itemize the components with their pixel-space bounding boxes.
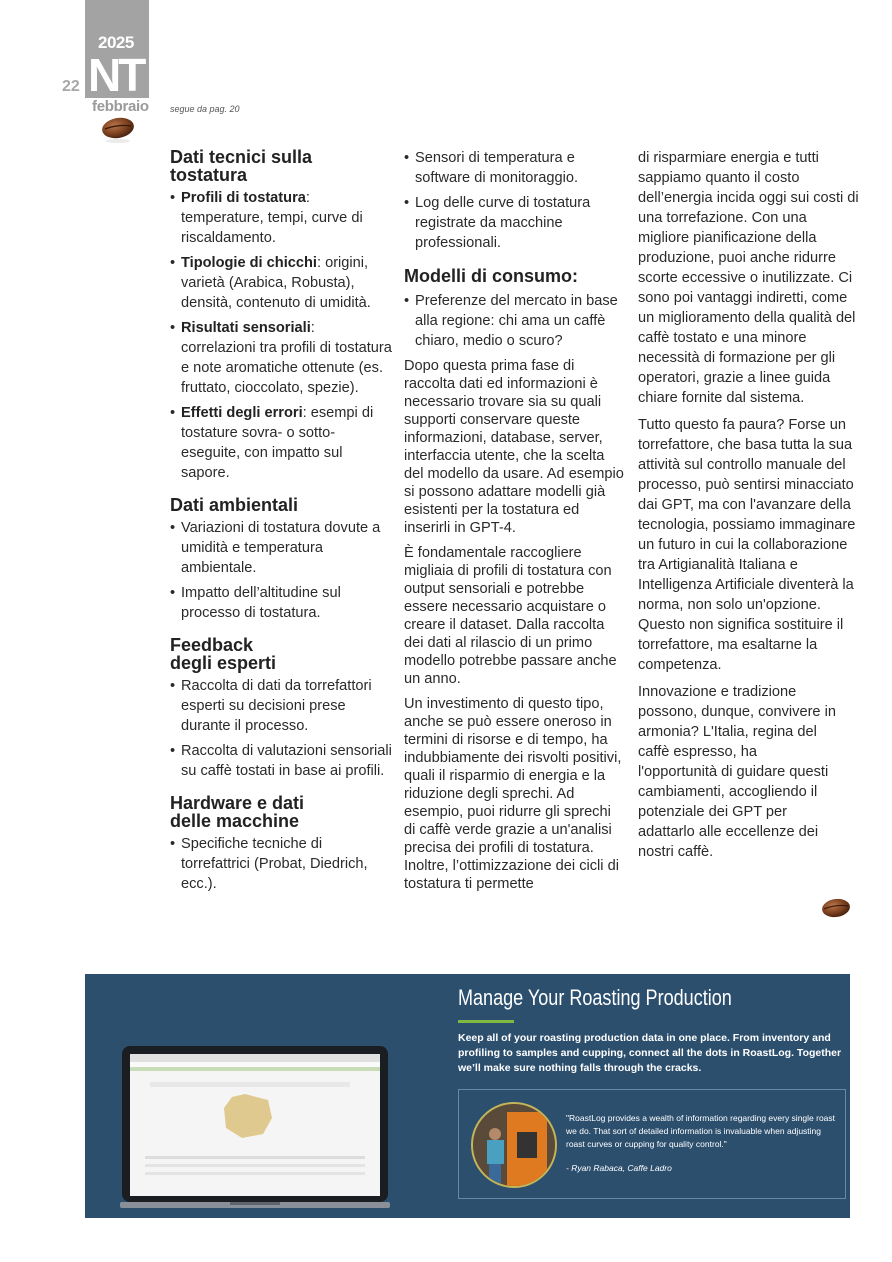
coffee-bean-icon [820, 897, 852, 921]
list-item: • Profili di tostatura: temperature, tempi, curve di riscaldamento. [170, 188, 392, 248]
section-heading: Dati ambientali [170, 495, 299, 515]
laptop-screenshot [120, 1046, 390, 1214]
paragraph: Dopo questa prima fase di raccolta dati ed informazioni è necessario trovare sia su quali supporti conservare queste informazioni, database, server, interfaccia utente, che la scelta del modello da usare. Ad esempio si possono adattare modelli già esistenti per la tostatura ed inserirli in GPT-4. [404, 358, 624, 536]
banner-text: Keep all of your roasting production data in one place. From inventory and profiling to samples and cupping, connect all the dots in RoastLog. Together we’ll make sure nothing falls through the cracks. [458, 1032, 842, 1074]
list-item: • Variazioni di tostatura dovute a umidità e temperatura ambientale. [170, 518, 392, 578]
testimonial-box [458, 1089, 846, 1199]
column-3 [638, 148, 860, 869]
testimonial-author: - Ryan Rabaca, Caffe Ladro [566, 1163, 672, 1173]
list-item: • Impatto dell’altitudine sul processo di tostatura. [170, 583, 392, 623]
paragraph: Un investimento di questo tipo, anche se può essere oneroso in termini di risorse e di tempo, ha indubbiamente dei risvolti positivi, quali il risparmio di energia e la riduzione degli sprechi. Ad esempio, puoi ridurre gli sprechi di caffè verde grazie a un'analisi precisa dei profili di tostatura. Inoltre, l’ottimizzazione dei cicli di tostatura ti permette [404, 696, 622, 892]
list-item: • Raccolta di valutazioni sensoriali su caffè tostati in base ai profili. [170, 741, 392, 781]
accent-rule [458, 1020, 514, 1023]
banner-title: Manage Your Roasting Production [458, 985, 732, 1010]
paragraph: Tutto questo fa paura? Forse un torrefattore, che basa tutta la sua attività sul controllo manuale del processo, può sentirsi minacciato dai GPT, ma con l'avanzare della tecnologia, possiamo immaginare un futuro in cui la collaborazione tra Artigianalità Italiana e Intelligenza Artificiale diventerà la norma, non solo un'opzione. Questo non significa sostituire il torrefattore, ma esaltarne la competenza. [638, 417, 856, 673]
column-2 [404, 148, 626, 900]
testimonial-photo [471, 1102, 557, 1188]
list-item: • Risultati sensoriali: correlazioni tra profili di tostatura e note aromatiche ottenute (es. fruttato, cioccolato, spezie). [170, 318, 392, 398]
section-heading: Dati tecnici sulla tostatura [170, 147, 313, 185]
list-item: • Log delle curve di tostatura registrate da macchine professionali. [404, 193, 626, 253]
list-item: • Effetti degli errori: esempi di tostature sovra- o sotto-eseguite, con impatto sul sapore. [170, 403, 392, 483]
column-1 [170, 148, 392, 907]
paragraph: Innovazione e tradizione possono, dunque, convivere in armonia? L'Italia, regina del caffè espresso, ha l'opportunità di guidare questi cambiamenti, accogliendo il potenziale dei GPT per adattarlo alle eccellenze dei nostri caffè. [638, 684, 836, 860]
list-item: • Sensori di temperatura e software di monitoraggio. [404, 148, 626, 188]
section-hardware [170, 794, 392, 894]
magazine-logo: NT [88, 49, 144, 101]
section-heading: Modelli di consumo: [404, 266, 578, 286]
section-heading: Hardware e dati delle macchine [170, 793, 305, 831]
issue-month: febbraio [92, 98, 149, 115]
paragraph: È fondamentale raccogliere migliaia di profili di tostatura con output sensoriali e potrebbe essere necessario acquistare o creare il dataset. Dalla raccolta dei dati al rilascio di un primo modello potrebbe passare anche un anno. [404, 545, 617, 687]
coffee-bean-icon [100, 116, 136, 144]
roastlog-ad-banner[interactable] [85, 974, 850, 1218]
section-dati-ambientali [170, 496, 392, 623]
list-item: • Raccolta di dati da torrefattori esperti su decisioni prese durante il processo. [170, 676, 392, 736]
testimonial-quote: "RoastLog provides a wealth of information regarding every single roast we do. That sort of detailed information is invaluable when adjusting roast curves or cupping for quality control." [566, 1113, 836, 1149]
section-feedback [170, 636, 392, 781]
list-item: • Preferenze del mercato in base alla regione: chi ama un caffè chiaro, medio o scuro? [404, 291, 626, 351]
list-item: • Specifiche tecniche di torrefattrici (Probat, Diedrich, ecc.). [170, 834, 392, 894]
page-number: 22 [62, 78, 80, 95]
continued-from: segue da pag. 20 [170, 104, 240, 114]
section-heading: Feedback degli esperti [170, 635, 277, 673]
issue-year: 2025 [98, 33, 134, 52]
paragraph: di risparmiare energia e tutti sappiamo quanto il costo dell’energia incida oggi sui costi di una torrefazione. Con una migliore pianificazione della produzione, puoi anche ridurre scorte eccessive o inutilizzate. Ci sono poi vantaggi indiretti, come un miglioramento della qualità del caffè tostato e una minore necessità di formazione per gli operatori, grazie a linee guida chiare fornite dal sistema. [638, 150, 859, 406]
list-item: • Tipologie di chicchi: origini, varietà (Arabica, Robusta), densità, contenuto di umidità. [170, 253, 392, 313]
section-dati-tecnici [170, 148, 392, 483]
